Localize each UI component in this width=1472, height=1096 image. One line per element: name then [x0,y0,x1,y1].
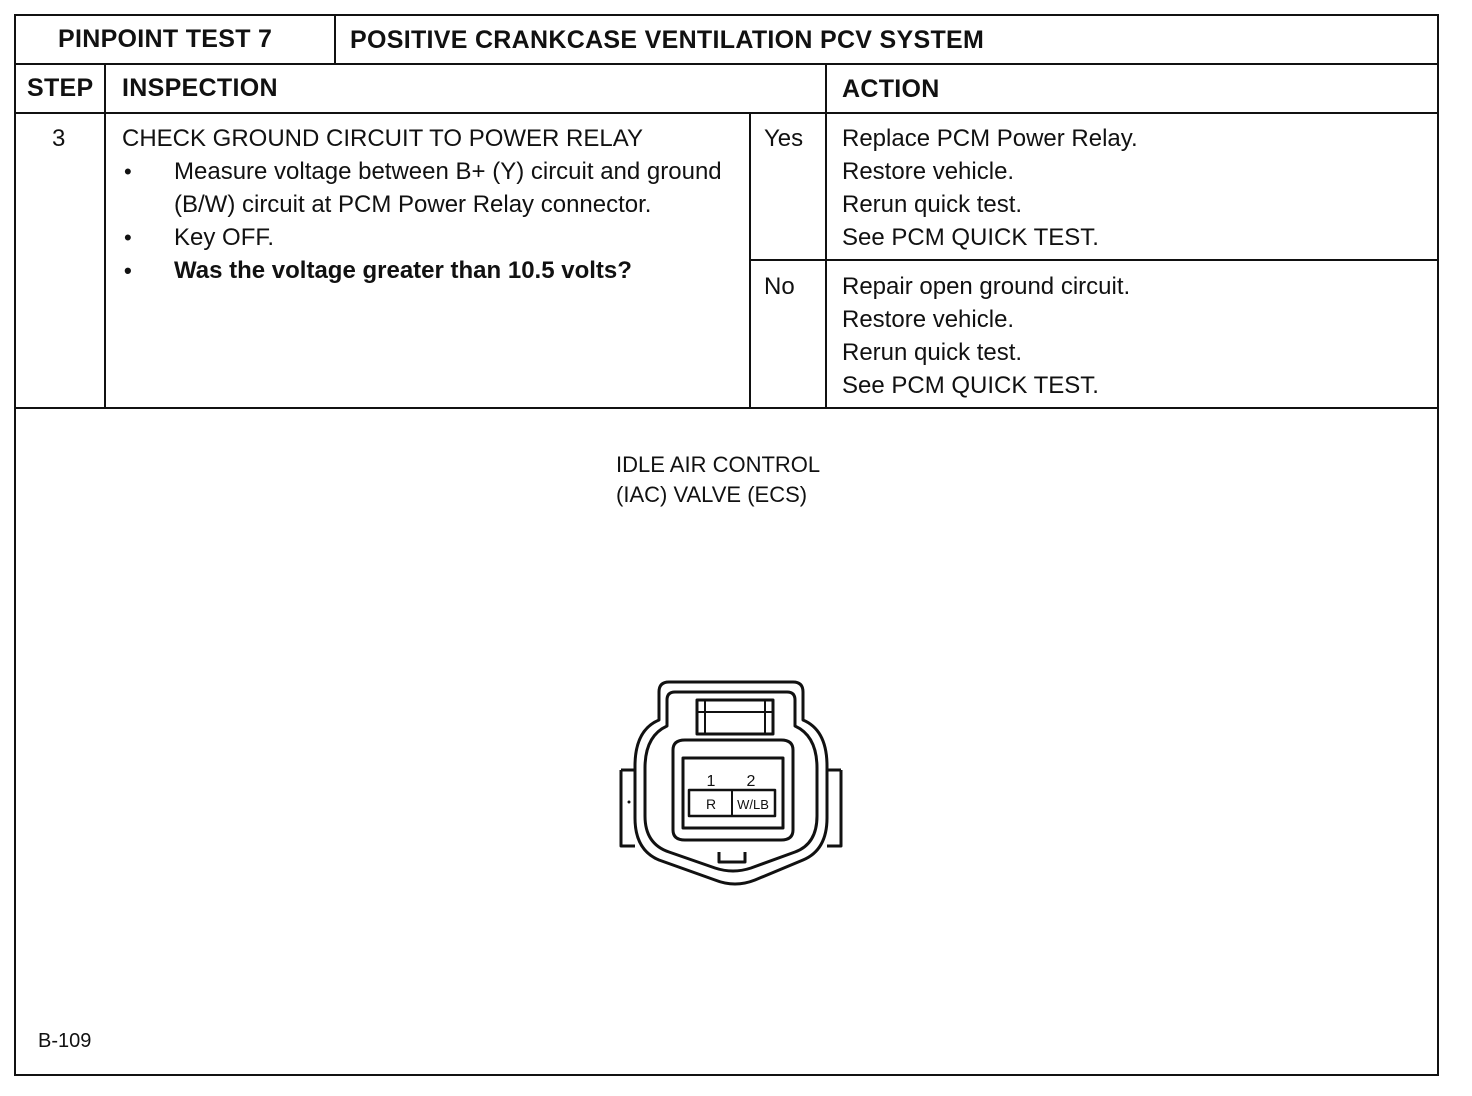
connector-latch [697,700,773,734]
inspection-bullet-key-off: • Key OFF. [124,221,734,254]
figure-caption [616,450,820,510]
rule-between-yes-no [749,259,1439,261]
column-header-step: STEP [27,74,94,102]
test-title: POSITIVE CRANKCASE VENTILATION PCV SYSTEM [350,26,985,54]
no-action-line: Rerun quick test. [842,339,1023,366]
pin-wire-1: R [705,796,717,812]
rule-below-step-row [14,407,1439,409]
inspection-bullet-measure: • Measure voltage between B+ (Y) circuit and ground (B/W) circuit at PCM Power Relay connector. [124,155,734,221]
inspection-bullet-question: • Was the voltage greater than 10.5 volts? [124,254,734,287]
connector-inner-housing [645,692,817,871]
step-number: 3 [52,125,66,152]
column-header-action: ACTION [842,75,940,103]
test-label: PINPOINT TEST 7 [58,25,273,53]
yes-label: Yes [764,125,804,152]
column-header-inspection: INSPECTION [122,74,278,102]
figure-caption-line1: IDLE AIR CONTROL [616,452,821,477]
yes-action-line: See PCM QUICK TEST. [842,224,1099,251]
figure-caption-line2: (IAC) VALVE (ECS) [616,482,808,507]
no-action-line: Repair open ground circuit. [842,273,1131,300]
yes-action-line: Rerun quick test. [842,191,1023,218]
iac-connector-diagram [605,670,855,900]
yes-action-line: Restore vehicle. [842,158,1015,185]
no-action-line: See PCM QUICK TEST. [842,372,1099,399]
pin-number-1: 1 [706,773,716,790]
no-action-line: Restore vehicle. [842,306,1015,333]
rule-yes-no-column [749,112,751,409]
rule-action-column [825,63,827,409]
no-label: No [764,273,795,300]
inspection-title: CHECK GROUND CIRCUIT TO POWER RELAY [122,125,643,152]
pin-number-2: 2 [746,773,756,790]
pin-wire-2: W/LB [737,797,769,812]
rule-below-column-headers [14,112,1439,114]
figure-code: B-109 [38,1030,92,1052]
rule-step-column [104,63,106,409]
rule-title-divider [334,14,336,65]
inspection-bullets [124,155,734,287]
yes-actions [842,122,1138,254]
no-actions [842,270,1130,402]
yes-action-line: Replace PCM Power Relay. [842,125,1138,152]
rule-below-title [14,63,1439,65]
